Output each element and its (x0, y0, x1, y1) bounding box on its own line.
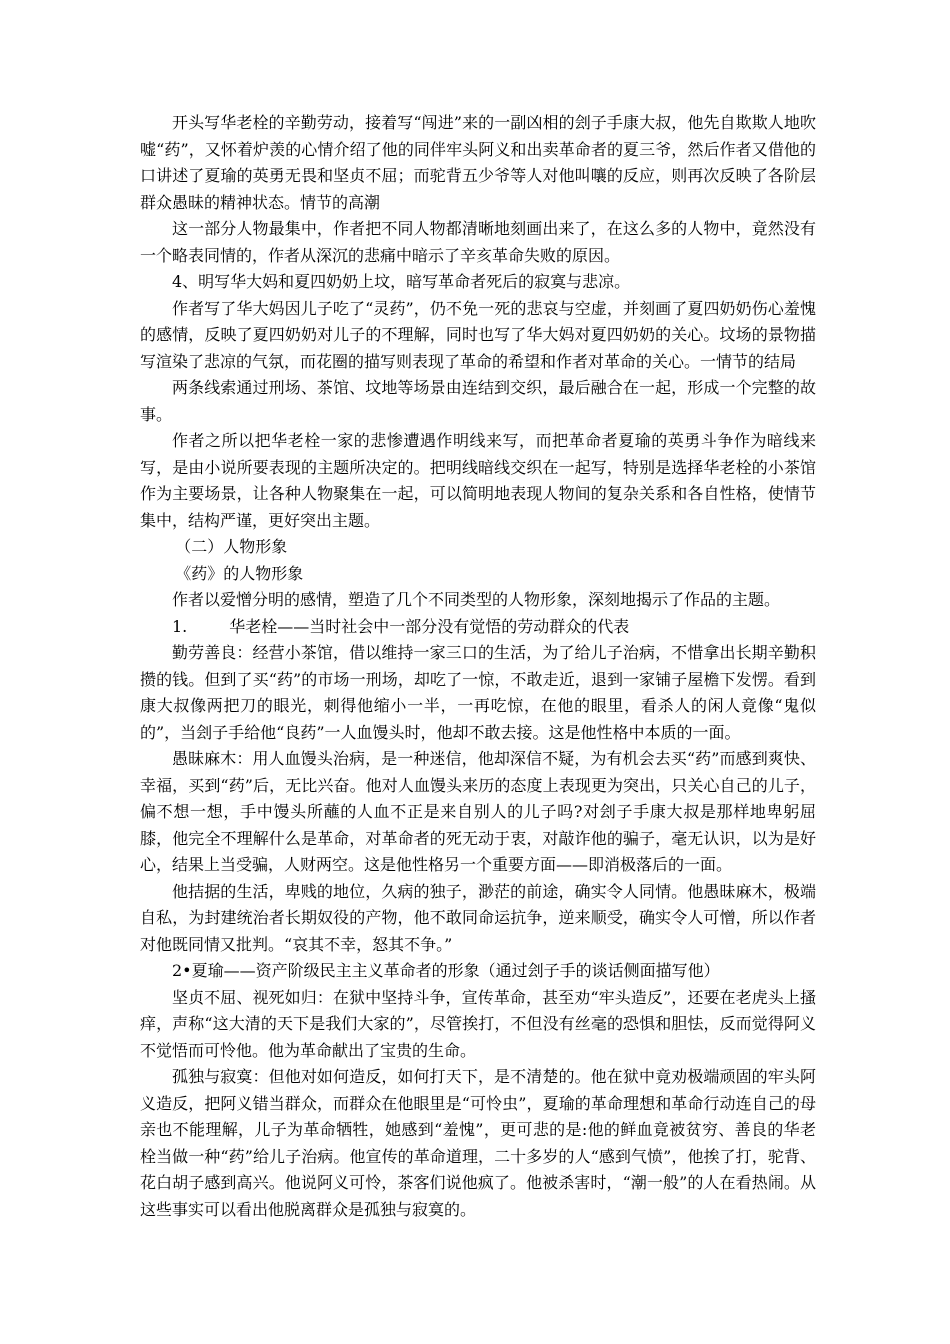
section-heading-characters: （二）人物形象 (175, 537, 288, 556)
heading-xia-yu: 2•夏瑜——资产阶级民主主义革命者的形象（通过刽子手的谈话侧面描写他） (172, 961, 720, 980)
paragraph-grave-scene: 作者写了华大妈因儿子吃了“灵药”，仍不免一死的悲哀与空虚，并刻画了夏四奶奶伤心羞愧的感情，反映了夏四奶奶对儿子的不理解，同时也写了华大妈对夏四奶奶的关心。坟场的景物描写渲染了悲凉的气氛，而花圈的描写则表现了革命的希望和作者对革命的关心。一情节的结局 (140, 298, 816, 371)
paragraph-intro-climax: 开头写华老栓的辛勤劳动，接着写“闯进”来的一副凶相的刽子手康大叔，他先自欺欺人地吹嘘“药”，又怀着炉羡的心情介绍了他的同伴牢头阿义和出卖革命者的夏三爷，然后作者又借他的口讲述了夏瑜的英勇无畏和坚贞不屈；而驼背五少爷等人对他叫嚷的反应，则再次反映了各阶层群众愚昧的精神状态。情节的高潮 (140, 113, 816, 212)
paragraph-explicit-implicit: 作者之所以把华老栓一家的悲惨遭遇作明线来写，而把革命者夏瑜的英勇斗争作为暗线来写，是由小说所要表现的主题所决定的。把明线暗线交织在一起写，特别是选择华老栓的小茶馆作为主要场景，让各种人物聚集在一起，可以简明地表现人物间的复杂关系和各自性格，使情节集中，结构严谨，更好突出主题。 (140, 431, 816, 530)
list-item-text: 华老栓——当时社会中一部分没有觉悟的劳动群众的代表 (229, 616, 630, 636)
list-item-hua-laoshuan (140, 614, 816, 641)
paragraph-unyielding: 坚贞不屈、视死如归：在狱中坚持斗争，宣传革命，甚至劝“牢头造反”，还要在老虎头上搔痒，声称“这大清的天下是我们大家的”，尽管挨打，不但没有丝毫的恐惧和胆怯，反而觉得阿义不觉悟而可怜他。他为革命献出了宝贵的生命。 (140, 987, 816, 1060)
paragraph-sympathy-critique: 他拮据的生活，卑贱的地位，久病的独子，渺茫的前途，确实令人同情。他愚昧麻木，极端自私，为封建统治者长期奴役的产物，他不敢同命运抗争，逆来顺受，确实令人可憎，所以作者对他既同情又批判。“哀其不幸，怒其不争。” (140, 881, 816, 954)
paragraph-characters-concentrated: 这一部分人物最集中，作者把不同人物都清晰地刻画出来了，在这么多的人物中，竟然没有一个略表同情的，作者从深沉的悲痛中暗示了辛亥革命失败的原因。 (140, 219, 816, 265)
paragraph-lonely: 孤独与寂寞：但他对如何造反，如何打天下，是不清楚的。他在狱中竟劝极端顽固的牢头阿义造反，把阿义错当群众，而群众在他眼里是“可怜虫”，夏瑜的革命理想和革命行动连自己的母亲也不能理解，儿子为革命牺牲，她感到“羞愧”，更可悲的是:他的鲜血竟被贫穷、善良的华老栓当做一种“药”给儿子治病。他宣传的革命道理，二十多岁的人“感到气愤”，他挨了打，驼背、花白胡子感到高兴。他说阿义可怜，茶客们说他疯了。他被杀害时，“潮一般”的人在看热闹。从这些事实可以看出他脱离群众是孤独与寂寞的。 (140, 1067, 816, 1219)
list-number: 1. (172, 616, 188, 636)
paragraph-two-threads: 两条线索通过刑场、茶馆、坟地等场景由连结到交织，最后融合在一起，形成一个完整的故事。 (140, 378, 816, 424)
paragraph-hardworking-kind: 勤劳善良：经营小茶馆，借以维持一家三口的生活，为了给儿子治病，不惜拿出长期辛勤积攒的钱。但到了买“药”的市场一刑场，却吃了一惊，不敢走近，退到一家铺子屋檐下发愣。看到康大叔像两把刀的眼光，刺得他缩小一半，一再吃惊，在他的眼里，看杀人的闲人竟像“鬼似的”，当刽子手给他“良药”一人血馒头时，他却不敢去接。这是他性格中本质的一面。 (140, 643, 816, 742)
paragraph-characters-overview: 作者以爱憎分明的感情，塑造了几个不同类型的人物形象，深刻地揭示了作品的主题。 (172, 590, 781, 609)
paragraph-ignorant-numb: 愚昧麻木：用人血馒头治病，是一种迷信，他却深信不疑，为有机会去买“药”而感到爽快、幸福，买到“药”后，无比兴奋。他对人血馒头来历的态度上表现更为突出，只关心自己的儿子，偏不想一想，手中馒头所蘸的人血不正是来自别人的儿子吗?对刽子手康大叔是那样地卑躬屈膝，他完全不理解什么是革命，对革命者的死无动于衷，对敲诈他的骗子，毫无认识，以为是好心，结果上当受骗，人财两空。这是他性格另一个重要方面——即消极落后的一面。 (140, 749, 816, 874)
paragraph-point-4: 4、明写华大妈和夏四奶奶上坟，暗写革命者死后的寂寞与悲凉。 (172, 272, 631, 291)
subheading-yao-characters: 《药》的人物形象 (175, 563, 304, 583)
document-page (140, 110, 816, 1223)
